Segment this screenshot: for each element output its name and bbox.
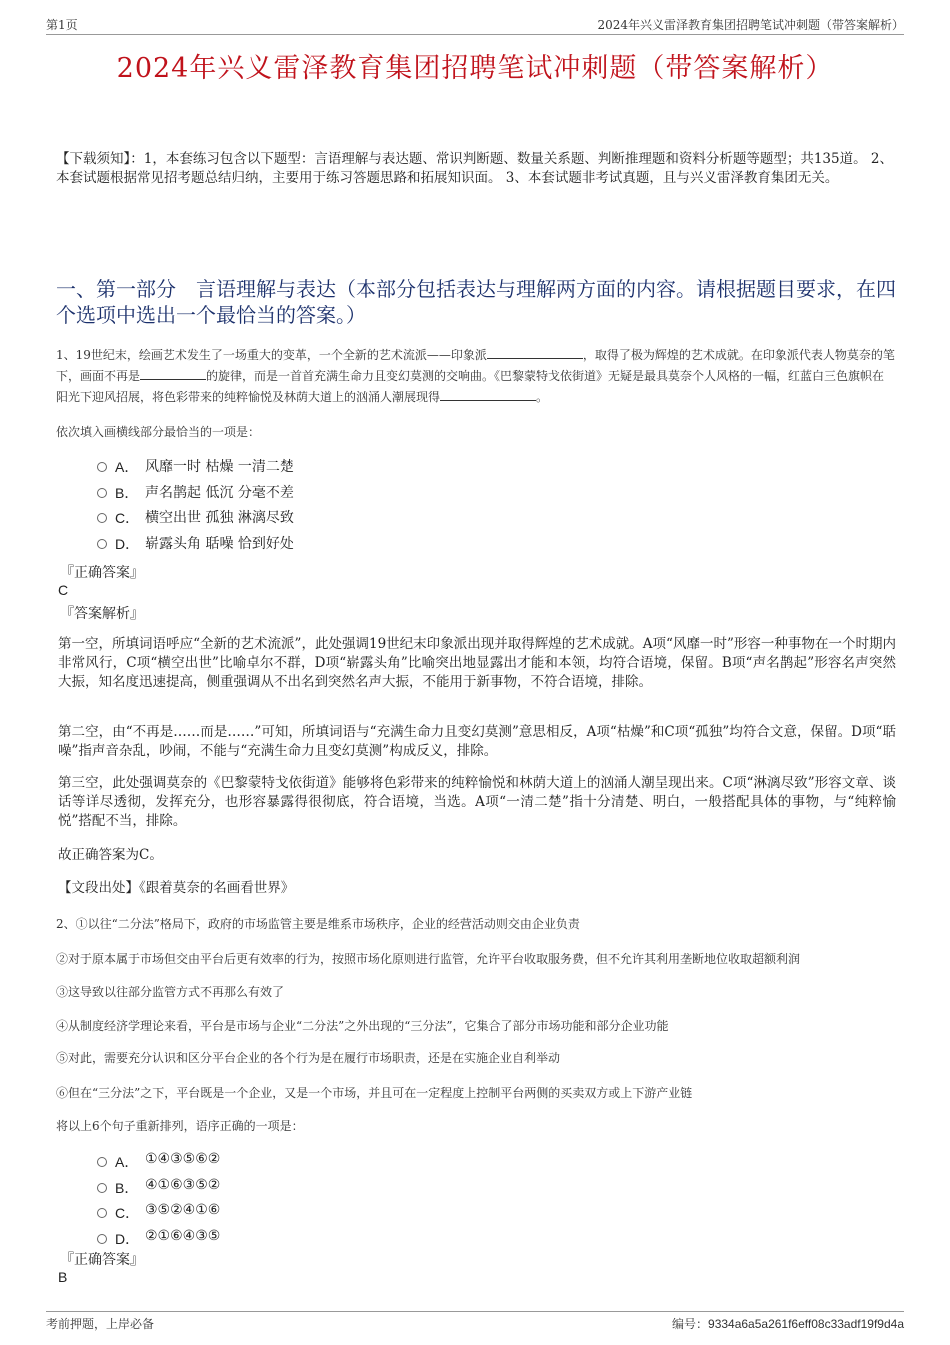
radio-icon[interactable] <box>97 462 107 472</box>
analysis-paragraph: 第一空，所填词语呼应“全新的艺术流派”，此处强调19世纪末印象派出现并取得辉煌的艺术成就。A项“风靡一时”形容一种事物在一个时期内非常风行，C项“横空出世”比喻卓尔不群，D项“崭露头角”比喻突出地显露出才能和本领，均符合语境，保留。B项“声名鹊起”形容名声突然大振，知名度迅速提高，侧重强调从不出名到突然名声大振，不能用于新事物，不符合语境，排除。 <box>58 636 896 690</box>
option-text: 声名鹊起 低沉 分毫不差 <box>145 484 294 501</box>
footer-slogan: 考前押题，上岸必备 <box>46 1317 155 1331</box>
page-footer <box>46 1311 904 1330</box>
option-b[interactable] <box>97 1176 597 1202</box>
question-2-prompt: 将以上6个句子重新排列，语序正确的一项是： <box>56 1119 304 1133</box>
question-2-sentence: ⑥但在“三分法”之下，平台既是一个企业，又是一个市场，并且可在一定程度上控制平台两侧的买卖双方或上下游产业链 <box>56 1086 693 1100</box>
question-1-prompt: 依次填入画横线部分最恰当的一项是： <box>56 425 261 439</box>
radio-icon[interactable] <box>97 539 107 549</box>
document-code-label: 编号： <box>672 1317 709 1331</box>
radio-icon[interactable] <box>97 488 107 498</box>
page-number: 第1页 <box>46 18 78 32</box>
correct-answer: C <box>58 582 69 598</box>
fill-blank <box>140 367 206 380</box>
option-text: 风靡一时 枯燥 一清二楚 <box>145 459 294 475</box>
radio-icon[interactable] <box>97 1183 107 1193</box>
question-2-sentence: ②对于原本属于市场但交由平台后更有效率的行为，按照市场化原则进行监管，允许平台收取服务费，但不允许其利用垄断地位收取超额利润 <box>56 952 801 966</box>
option-letter: A． <box>115 459 139 475</box>
correct-answer-label: 『正确答案』 <box>60 1252 144 1268</box>
option-a[interactable] <box>97 1150 597 1176</box>
question-2-sentence: ④从制度经济学理论来看，平台是市场与企业“二分法”之外出现的“三分法”，它集合了部分市场功能和部分企业功能 <box>56 1019 669 1033</box>
option-c[interactable] <box>97 1201 597 1227</box>
option-d[interactable] <box>97 532 597 558</box>
question-2-options <box>97 1150 597 1252</box>
option-text: ③⑤②④①⑥ <box>145 1202 221 1218</box>
option-c[interactable] <box>97 506 597 532</box>
analysis-conclusion: 故正确答案为C。 <box>58 847 163 863</box>
document-code <box>672 1315 904 1332</box>
option-b[interactable] <box>97 481 597 507</box>
option-letter: C． <box>115 1205 140 1221</box>
source-citation: 【文段出处】《跟着莫奈的名画看世界》 <box>58 880 295 896</box>
option-letter: B． <box>115 1179 139 1196</box>
question-2-sentence: ③这导致以往部分监管方式不再那么有效了 <box>56 985 285 999</box>
question-1-stem-part: 。 <box>536 390 549 404</box>
analysis-paragraph: 第二空，由“不再是……而是……”可知，所填词语与“充满生命力且变幻莫测”意思相反，A项“枯燥”和C项“孤独”均符合文意，保留。D项“聒噪”指声音杂乱，吵闹，不能与“充满生命力且变幻莫测”构成反义，排除。 <box>58 724 896 759</box>
radio-icon[interactable] <box>97 513 107 523</box>
option-letter: D． <box>115 1230 140 1247</box>
question-2-sentence: 2、①以往“二分法”格局下，政府的市场监管主要是维系市场秩序，企业的经营活动则交由企业负责 <box>56 917 580 931</box>
option-letter: C． <box>115 510 140 526</box>
option-letter: D． <box>115 535 140 552</box>
fill-blank <box>487 346 583 359</box>
fill-blank <box>440 388 536 401</box>
header-doc-title: 2024年兴义雷泽教育集团招聘笔试冲刺题（带答案解析） <box>597 18 904 32</box>
download-notice: 【下载须知】：1，本套练习包含以下题型：言语理解与表达题、常识判断题、数量关系题、判断推理题和资料分析题等题型；共135道。 2、本套试题根据常见招考题总结归纳，主要用于练习答题思路和拓展知识面。 3、本套试题非考试真题，且与兴义雷泽教育集团无关。 <box>56 151 893 186</box>
question-2-sentence: ⑤对此，需要充分认识和区分平台企业的各个行为是在履行市场职责，还是在实施企业自利举动 <box>56 1051 561 1065</box>
section-heading: 一、第一部分 言语理解与表达（本部分包括表达与理解两方面的内容。请根据题目要求，在四个选项中选出一个最恰当的答案。） <box>56 277 896 327</box>
question-1-stem-part: ，取得了极为辉煌的艺术成就。在印象派代表人物莫奈的笔下，画面不再是 <box>56 348 895 383</box>
correct-answer: B <box>58 1269 68 1285</box>
option-text: 崭露头角 聒噪 恰到好处 <box>145 535 294 552</box>
question-1-stem-part: 的旋律，而是一首首充满生命力且变幻莫测的交响曲。《巴黎蒙特戈依街道》无疑是最具莫奈个人风格的一幅，红蓝白三色旗帜在阳光下迎风招展，将色彩带来的纯粹愉悦及林荫大道上的汹涌人潮展现得 <box>56 369 885 404</box>
radio-icon[interactable] <box>97 1234 107 1244</box>
option-letter: B． <box>115 484 139 501</box>
question-1-options <box>97 455 597 557</box>
option-text: ②①⑥④③⑤ <box>145 1227 221 1244</box>
correct-answer-label: 『正确答案』 <box>60 565 144 581</box>
radio-icon[interactable] <box>97 1157 107 1167</box>
option-letter: A． <box>115 1154 139 1170</box>
analysis-paragraph: 第三空，此处强调莫奈的《巴黎蒙特戈依街道》能够将色彩带来的纯粹愉悦和林荫大道上的汹涌人潮呈现出来。C项“淋漓尽致”形容文章、谈话等详尽透彻，发挥充分，也形容暴露得很彻底，符合语境，当选。A项“一清二楚”指十分清楚、明白，一般搭配具体的事物，与“纯粹愉悦”搭配不当，排除。 <box>58 775 896 829</box>
question-1-stem <box>56 345 896 408</box>
option-text: ①④③⑤⑥② <box>145 1151 221 1167</box>
option-text: 横空出世 孤独 淋漓尽致 <box>145 510 294 526</box>
option-d[interactable] <box>97 1227 597 1253</box>
analysis-label: 『答案解析』 <box>60 606 144 622</box>
option-a[interactable] <box>97 455 597 481</box>
document-code-value: 9334a6a5a261f6eff08c33adf19f9d4a <box>708 1317 904 1331</box>
radio-icon[interactable] <box>97 1208 107 1218</box>
page-header <box>46 16 904 35</box>
question-1-stem-part: 1、19世纪末，绘画艺术发生了一场重大的变革，一个全新的艺术流派——印象派 <box>56 348 487 362</box>
option-text: ④①⑥③⑤② <box>145 1176 221 1193</box>
document-title: 2024年兴义雷泽教育集团招聘笔试冲刺题（带答案解析） <box>116 53 834 84</box>
